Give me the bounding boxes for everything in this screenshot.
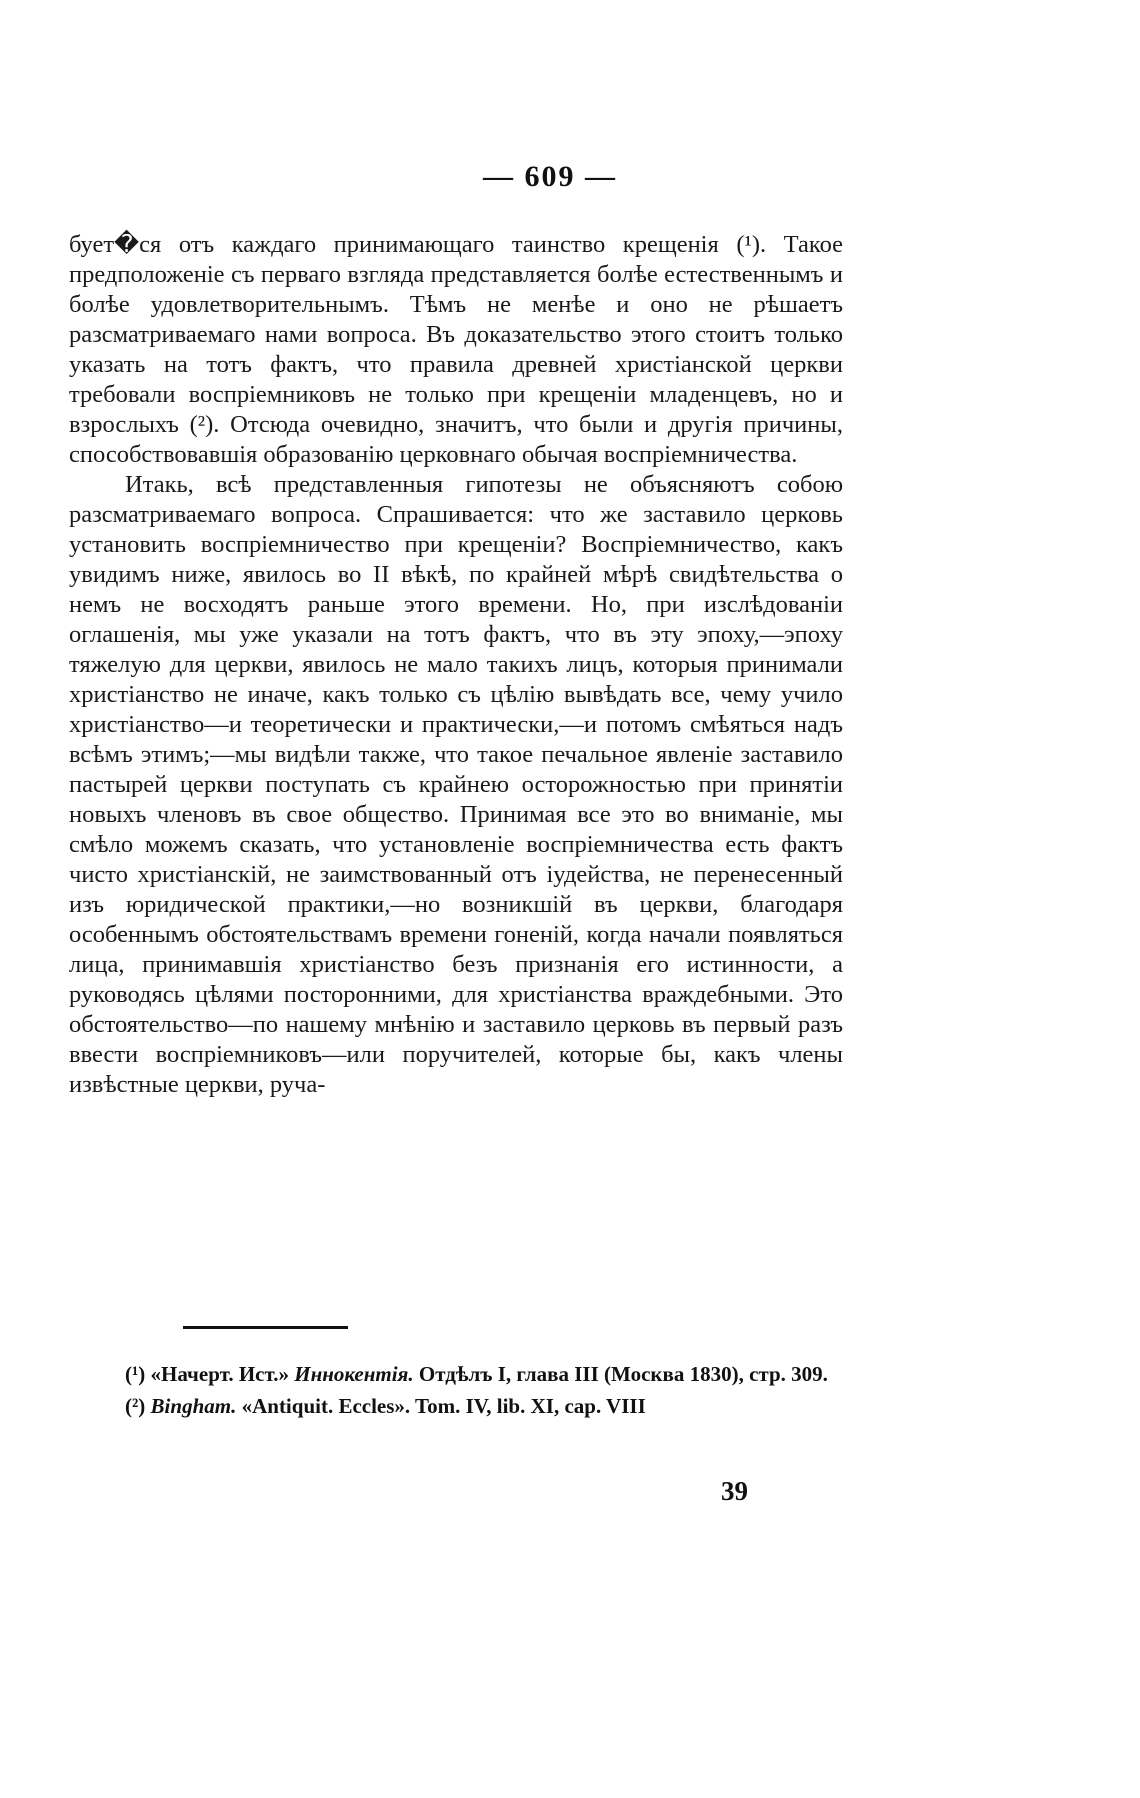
footnote-1-suffix: Отдѣлъ I, глава III (Москва 1830), стр. 309. bbox=[413, 1362, 828, 1386]
footnote-1 bbox=[69, 1358, 843, 1390]
paragraph-2: Итакь, всѣ представленныя гипотезы не объясняютъ собою разсматриваемаго вопроса. Спрашивается: что же заставило церковь установить воспріемничество при крещеніи? Воспріемничество, какъ увидимъ ниже, явилось во II вѣкѣ, по крайней мѣрѣ свидѣтельства о немъ не восходятъ раньше этого времени. Но, при изслѣдованіи оглашенія, мы уже указали на тотъ фактъ, что въ эту эпоху,—эпоху тяжелую для церкви, явилось не мало такихъ лицъ, которыя принимали христіанство не иначе, какъ только съ цѣлію вывѣдать все, чему учило христіанство—и теоретически и практически,—и потомъ смѣяться надъ всѣмъ этимъ;—мы видѣли также, что такое печальное явленіе заставило пастырей церкви поступать съ крайнею осторожностью при принятіи новыхъ членовъ въ свое общество. Принимая все это во вниманіе, мы смѣло можемъ сказать, что установленіе воспріемничества есть фактъ чисто христіанскій, не заимствованный отъ іудейства, не перенесенный изъ юридической практики,—но возникшій въ церкви, благодаря особеннымъ обстоятельствамъ времени гоненій, когда начали появляться лица, принимавшія христіанство безъ признанія его истинности, а руководясь цѣлями посторонними, для христіанства враждебными. Это обстоятельство—по нашему мнѣнію и заставило церковь въ первый разъ ввести воспріемниковъ—или поручителей, которые бы, какъ члены извѣстные церкви, руча- bbox=[69, 471, 843, 1098]
footnote-2-prefix: (²) bbox=[125, 1394, 151, 1418]
footnote-2 bbox=[69, 1390, 843, 1422]
page-header-number: — 609 — bbox=[483, 160, 617, 193]
main-text bbox=[69, 230, 843, 1100]
footnote-1-prefix: (¹) «Начерт. Ист.» bbox=[125, 1362, 295, 1386]
footnote-2-suffix: «Antiquit. Eccles». Tom. IV, lib. XI, cap. VIII bbox=[236, 1394, 646, 1418]
footnote-1-author: Иннокентія. bbox=[294, 1362, 414, 1386]
footnotes bbox=[69, 1358, 843, 1422]
paragraph-1: бует�ся отъ каждаго принимающаго таинство крещенія (¹). Такое предположеніе съ перваго взгляда представляется болѣе естественнымъ и болѣе удовлетворительнымъ. Тѣмъ не менѣе и оно не рѣшаетъ разсматриваемаго нами вопроса. Въ доказательство этого стоитъ только указать на тотъ фактъ, что правила древней христіанской церкви требовали воспріемниковъ не только при крещеніи младенцевъ, но и взрослыхъ (²). Отсюда очевидно, значитъ, что были и другія причины, способствовавшія образованію церковнаго обычая воспріемничества. bbox=[69, 231, 843, 468]
footnote-divider bbox=[183, 1326, 348, 1329]
footnote-2-author: Bingham. bbox=[150, 1394, 237, 1418]
signature-number: 39 bbox=[721, 1476, 748, 1506]
